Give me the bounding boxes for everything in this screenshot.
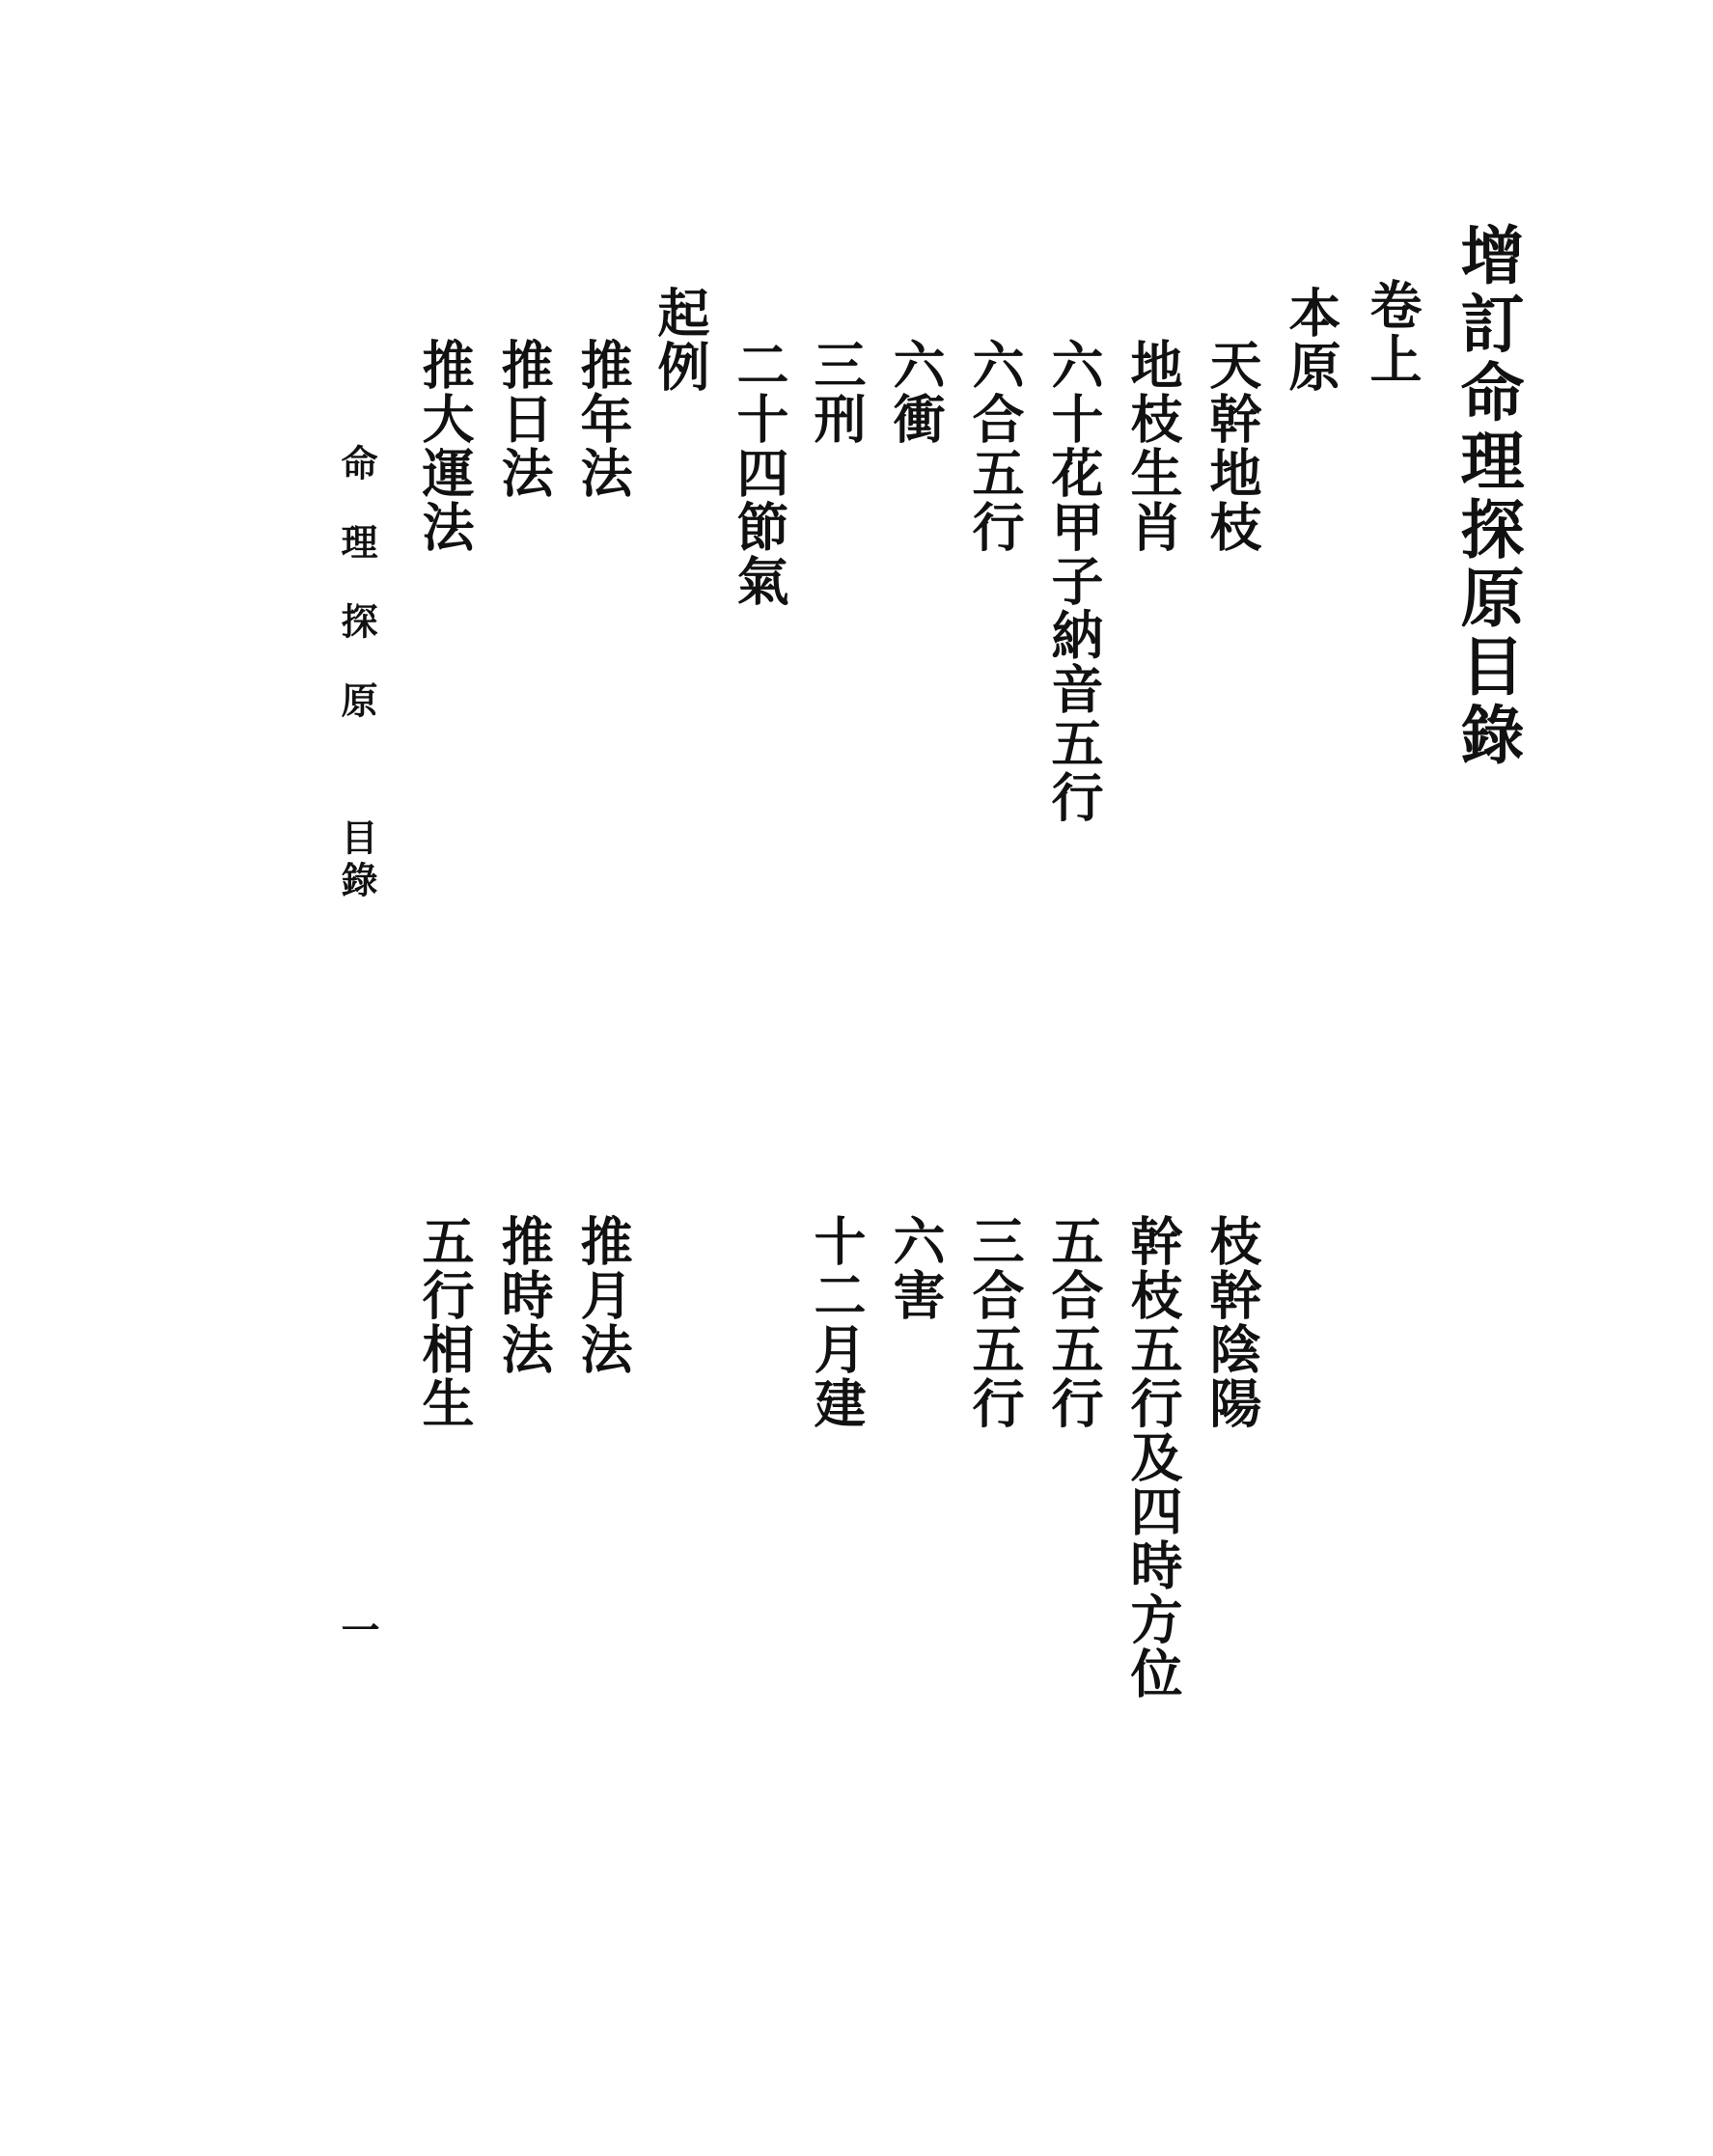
section-heading-benyuan: 本原: [1281, 286, 1342, 394]
toc-entry: 推月法: [572, 1214, 634, 1376]
toc-entry: 推大運法: [414, 338, 476, 554]
toc-entry: 六合五行: [964, 338, 1026, 554]
volume-label: 卷上: [1362, 278, 1423, 386]
toc-entry: 六害: [885, 1214, 947, 1322]
toc-entry: 五行相生: [414, 1214, 476, 1430]
toc-entry: 三刑: [806, 338, 868, 446]
toc-entry: 推日法: [493, 338, 555, 500]
page-title: 增訂命理探原目錄: [1450, 222, 1525, 770]
toc-entry: 幹枝五行及四時方位: [1122, 1214, 1184, 1700]
toc-entry: 五合五行: [1043, 1214, 1105, 1430]
toc-entry: 六衝: [885, 338, 947, 446]
page-number: 一: [335, 1610, 380, 1650]
toc-entry: 推年法: [572, 338, 634, 500]
toc-entry: 枝幹陰陽: [1202, 1214, 1263, 1430]
margin-section-label: 目錄: [335, 818, 378, 903]
toc-entry: 二十四節氣: [729, 338, 790, 608]
toc-entry: 三合五行: [964, 1214, 1026, 1430]
toc-entry: 地枝生肖: [1122, 338, 1184, 554]
toc-entry: 六十花甲子納音五行: [1043, 338, 1105, 824]
margin-book-title: 命理探原: [335, 444, 378, 760]
toc-entry: 十二月建: [806, 1214, 868, 1430]
toc-entry: 天幹地枝: [1202, 338, 1263, 554]
toc-entry: 推時法: [493, 1214, 555, 1376]
section-heading-qili: 起例: [649, 286, 711, 394]
